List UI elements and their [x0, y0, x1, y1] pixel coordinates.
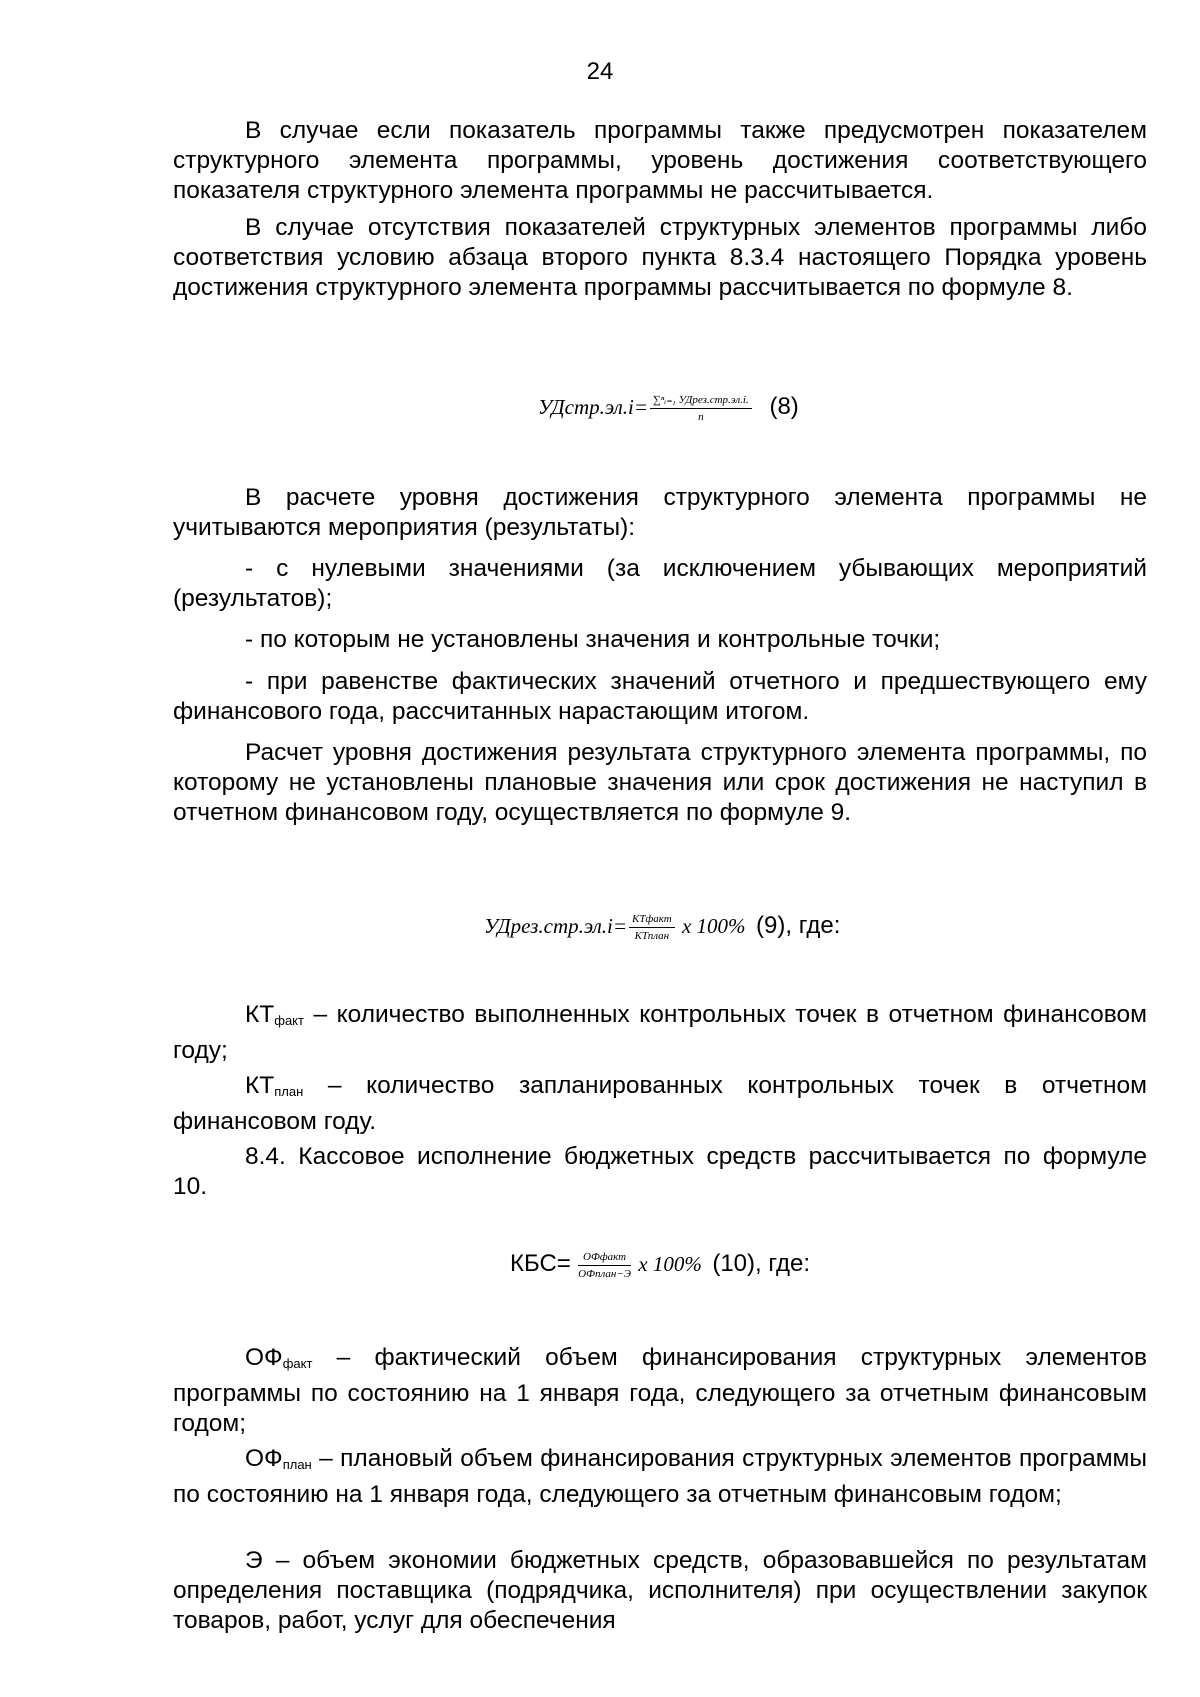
formula-10-fraction: [578, 1252, 631, 1280]
formula-10-denominator: ОФплан−Э: [578, 1268, 631, 1281]
paragraph-kt-plan: [173, 1071, 1147, 1137]
of-fact-subscript: факт: [282, 1356, 313, 1371]
paragraph-kt-fact: [173, 1000, 1147, 1066]
formula-10-numerator: ОФфакт: [578, 1252, 631, 1266]
paragraph-3: В расчете уровня достижения структурного элемента программы не учитываются мероприятия (результаты):: [173, 484, 1147, 541]
formula-9-lhs: УДрез.стр.эл.i=: [484, 914, 628, 938]
kt-fact-subscript: факт: [274, 1013, 304, 1028]
paragraph-of-fact: [173, 1343, 1147, 1439]
of-fact-text: – фактический объем финансирования структурных элементов программы по состоянию на 1 января года, следующего за отчетным финансовым годом;: [173, 1344, 1147, 1437]
formula-10-tail: x 100%: [638, 1252, 702, 1276]
paragraph-7: Расчет уровня достижения результата структурного элемента программы, по которому не установлены плановые значения или срок достижения не наступил в отчетном финансовом году, осуществляется по формуле 9.: [173, 739, 1147, 826]
formula-9-denominator: КТплан: [634, 930, 670, 943]
kt-plan-term: КТ: [245, 1072, 275, 1099]
paragraph-5: - по которым не установлены значения и контрольные точки;: [245, 626, 941, 653]
formula-8-fraction: [650, 395, 752, 423]
paragraph-of-plan: [173, 1444, 1147, 1510]
formula-8-denominator: n: [698, 411, 704, 424]
formula-8-label: (8): [769, 393, 799, 420]
of-fact-term: ОФ: [245, 1344, 283, 1371]
of-plan-text: – плановый объем финансирования структурных элементов программы по состоянию на 1 января года, следующего за отчетным финансовым годом;: [173, 1445, 1147, 1508]
formula-8: [538, 393, 799, 423]
formula-10-lhs: КБС=: [510, 1250, 571, 1277]
paragraph-1: В случае если показатель программы также предусмотрен показателем структурного элемента программы, уровень достижения соответствующего показателя структурного элемента программы не рассчитывается.: [173, 117, 1147, 204]
paragraph-economy: Э – объем экономии бюджетных средств, образовавшейся по результатам определения поставщика (подрядчика, исполнителя) при осуществлении закупок товаров, работ, услуг для обеспечения: [173, 1547, 1147, 1634]
paragraph-8-4: 8.4. Кассовое исполнение бюджетных средств рассчитывается по формуле 10.: [173, 1143, 1147, 1200]
paragraph-4: - с нулевыми значениями (за исключением убывающих мероприятий (результатов);: [173, 555, 1147, 612]
formula-9-numerator: КТфакт: [629, 914, 675, 928]
of-plan-term: ОФ: [245, 1445, 283, 1472]
kt-fact-text: – количество выполненных контрольных точек в отчетном финансовом году;: [173, 1001, 1147, 1064]
page-number: 24: [586, 58, 614, 85]
kt-plan-subscript: план: [274, 1084, 304, 1099]
formula-8-lhs: УДстр.эл.i=: [538, 395, 649, 419]
of-plan-subscript: план: [282, 1457, 312, 1472]
formula-9-fraction: [629, 914, 675, 942]
formula-9: [484, 912, 840, 942]
formula-8-numerator: ∑ⁿᵢ₌₁ УДрез.стр.эл.i.: [650, 395, 752, 409]
kt-fact-term: КТ: [245, 1001, 275, 1028]
paragraph-2: В случае отсутствия показателей структурных элементов программы либо соответствия условию абзаца второго пункта 8.3.4 настоящего Порядка уровень достижения структурного элемента программы рассчитывается по формуле 8.: [173, 214, 1147, 301]
paragraph-6: - при равенстве фактических значений отчетного и предшествующего ему финансового года, рассчитанных нарастающим итогом.: [173, 668, 1147, 725]
kt-plan-text: – количество запланированных контрольных точек в отчетном финансовом году.: [173, 1072, 1147, 1135]
formula-9-tail: x 100%: [681, 914, 746, 938]
formula-10: [510, 1250, 810, 1280]
formula-10-label: (10), где:: [712, 1250, 811, 1277]
formula-9-label: (9), где:: [756, 912, 841, 939]
